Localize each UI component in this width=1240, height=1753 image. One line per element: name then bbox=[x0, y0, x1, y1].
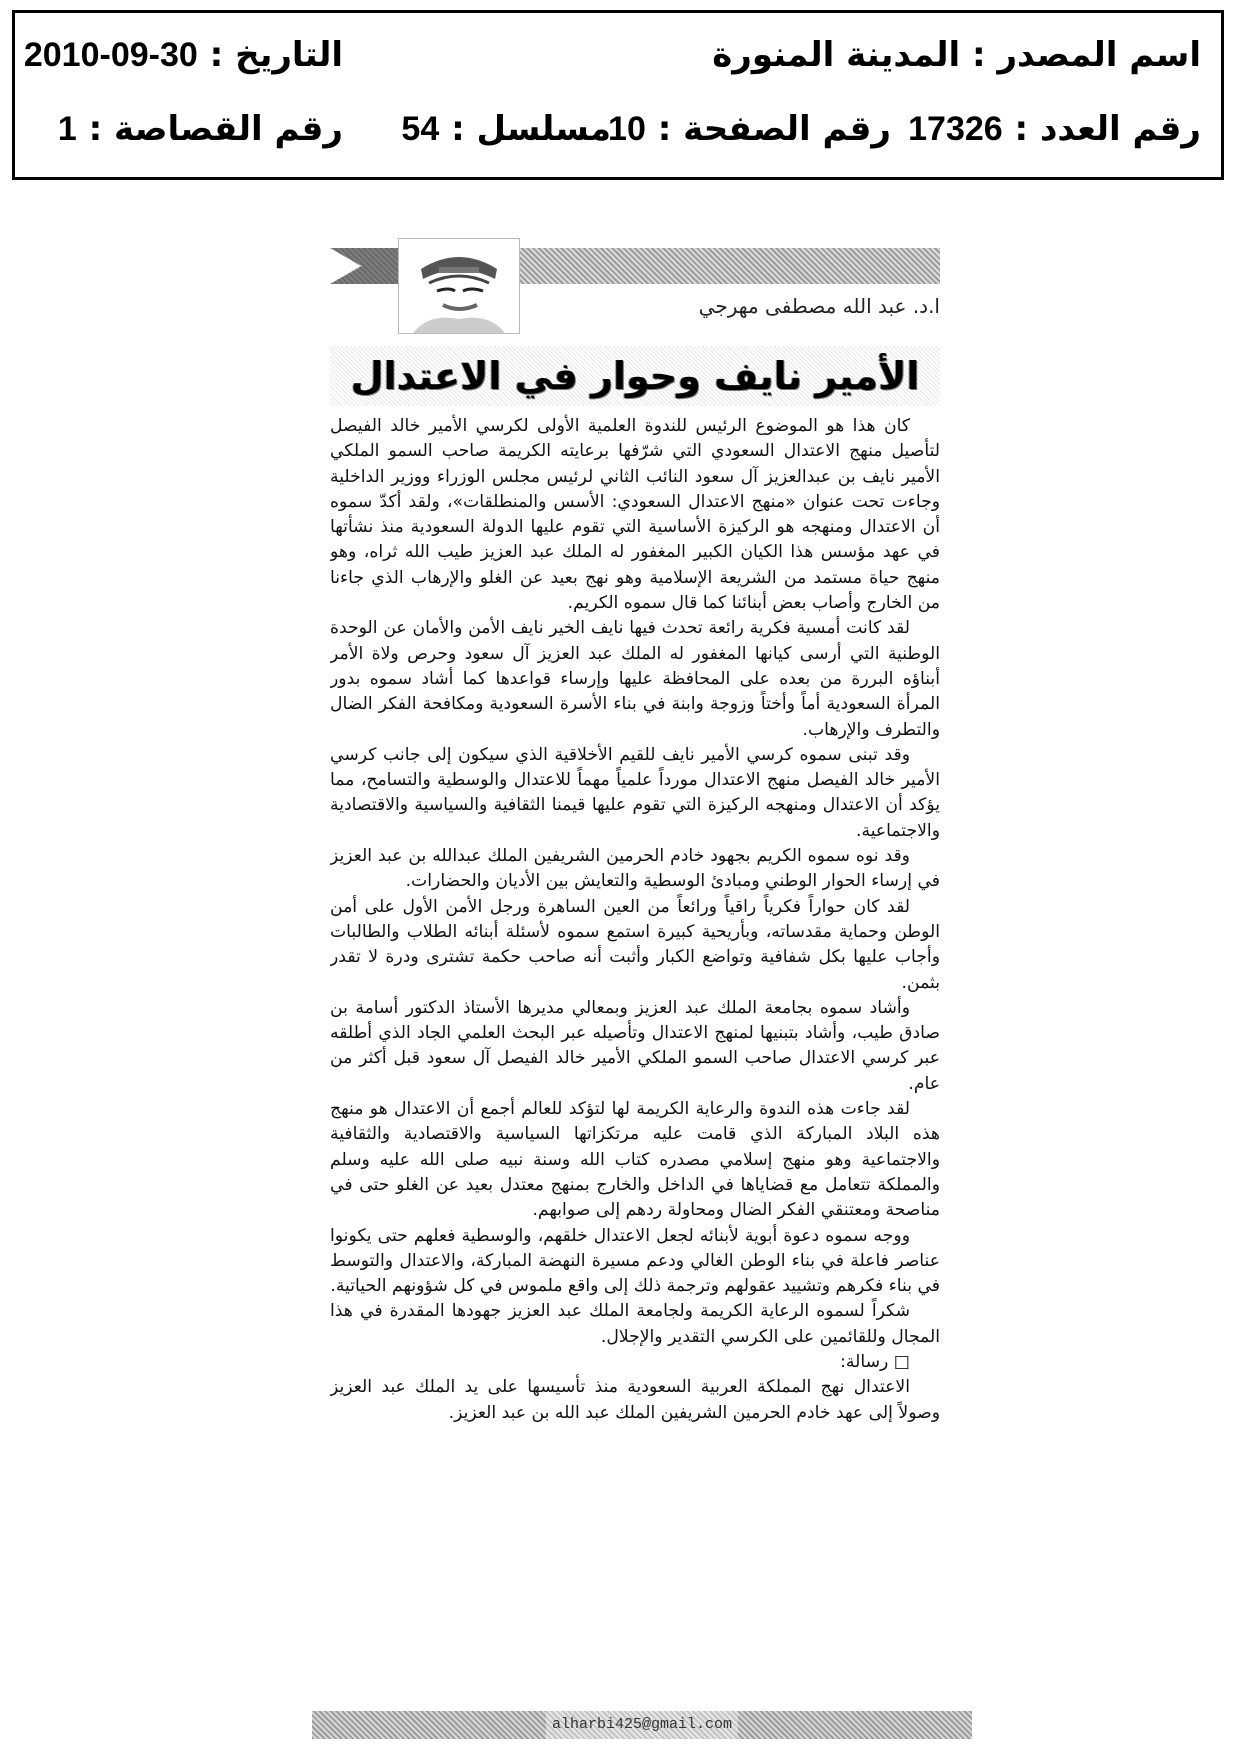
issue-value: 17326 bbox=[908, 110, 1003, 148]
newspaper-clipping bbox=[330, 238, 940, 1738]
page-value: 10 bbox=[608, 110, 646, 148]
issue-label: رقم العدد : bbox=[1014, 109, 1201, 149]
metadata-row-issue-page bbox=[15, 109, 1221, 165]
source-field bbox=[712, 35, 1201, 75]
author-byline: ا.د. عبد الله مصطفى مهرجي bbox=[698, 294, 940, 318]
date-label: التاريخ : bbox=[209, 35, 343, 75]
article-paragraph: لقد كانت أمسية فكرية رائعة تحدث فيها نايف الخير نايف الأمن والأمان عن الوحدة الوطنية التي أرسى كيانها المغفور له الملك عبد العزيز آل سعود وحرص ولاة الأمر أبناؤه البررة من بعده على المحافظة عليها وإرساء قواعدها كما أشاد سموه بدور المرأة السعودية أماً وأختاً وزوجة وابنة في بناء الأسرة السعودية ومكافحة الفكر الضال والتطرف والإرهاب. bbox=[330, 618, 940, 740]
serial-value: 54 bbox=[401, 110, 440, 148]
article-paragraph: □ رسالة: bbox=[840, 1351, 910, 1372]
article-paragraph: لقد كان حواراً فكرياً راقياً ورائعاً من العين الساهرة ورجل الأمن الأول على أمن الوطن وحماية مقدساته، وبأريحية كبيرة استمع سموه لأسئلة أبنائه الطلاب والطالبات وأجاب عليها بكل شفافية وتواضع الكبار وأثبت أنه صاحب حكمة تشترى ودرة لا تقدر بثمن. bbox=[330, 896, 940, 993]
page-field bbox=[608, 109, 891, 149]
page-label: رقم الصفحة : bbox=[657, 109, 891, 149]
clip-label: رقم القصاصة : bbox=[88, 109, 343, 149]
article-headline bbox=[330, 346, 940, 406]
source-value: المدينة المنورة bbox=[712, 35, 961, 75]
issue-field bbox=[908, 109, 1201, 149]
clip-number-field bbox=[58, 109, 343, 149]
author-photo bbox=[398, 238, 520, 334]
serial-label: مسلسل : bbox=[451, 109, 611, 149]
article-paragraph: وأشاد سموه بجامعة الملك عبد العزيز وبمعالي مديرها الأستاذ الدكتور أسامة بن صادق طيب، وأشاد بتبنيها لمنهج الاعتدال وتأصيله عبر البحث العلمي الجاد الذي أطلقه عبر كرسي الاعتدال صاحب السمو الملكي الأمير خالد الفيصل آل سعود قبل أكثر من عام. bbox=[330, 997, 940, 1094]
article-paragraph: ووجه سموه دعوة أبوية لأبنائه لجعل الاعتدال خلقهم، والوسطية فعلهم حتى يكونوا عناصر فاعلة في بناء الوطن الغالي ودعم مسيرة النهضة المباركة، والاعتدال والتوسط في بناء فكرهم وتشييد عقولهم وترجمة ذلك إلى واقع ملموس في كل شؤونهم الحياتية. bbox=[330, 1225, 940, 1297]
article-paragraph: لقد جاءت هذه الندوة والرعاية الكريمة لها لتؤكد للعالم أجمع أن الاعتدال هو منهج هذه البلاد المباركة الذي قامت عليه مرتكزاتها السياسية والاقتصادية والثقافية والاجتماعية وهو منهج إسلامي مصدره كتاب الله وسنة نبيه صلى الله عليه وسلم والمملكة تتعامل مع قضاياها في الداخل والخارج بمنهج معتدل بعيد عن الغلو حتى في مناصحة ومعتنقي الفكر الضال ومحاولة ردهم إلى صوابهم. bbox=[330, 1099, 940, 1221]
article-paragraph: كان هذا هو الموضوع الرئيس للندوة العلمية الأولى لكرسي الأمير خالد الفيصل لتأصيل منهج الاعتدال السعودي التي شرّفها برعايته الكريمة صاحب السمو الملكي الأمير نايف بن عبدالعزيز آل سعود النائب الثاني لرئيس مجلس الوزراء ووزير الداخلية وجاءت تحت عنوان «منهج الاعتدال السعودي: الأسس والمنطلقات»، ولقد أكدّ سموه أن الاعتدال ومنهجه هو الركيزة الأساسية التي تقوم عليها الدولة السعودية منذ نشأتها في عهد مؤسس هذا الكيان الكبير المغفور له الملك عبد العزيز طيب الله ثراه، وهو منهج حياة مستمد من الشريعة الإسلامية وهو نهج بعيد عن الغلو والإرهاب الذي جاءنا من الخارج وأصاب بعض أبنائنا كما قال سموه الكريم. bbox=[330, 416, 940, 614]
clip-value: 1 bbox=[57, 110, 77, 148]
date-value: 30-09-2010 bbox=[23, 36, 198, 74]
source-label: اسم المصدر : bbox=[972, 35, 1201, 75]
serial-field bbox=[401, 109, 611, 149]
article-paragraph: الاعتدال نهج المملكة العربية السعودية منذ تأسيسها على يد الملك عبد العزيز وصولاً إلى عهد خادم الحرمين الشريفين الملك عبد الله بن عبد العزيز. bbox=[330, 1377, 940, 1423]
headline-text: الأمير نايف وحوار في الاعتدال bbox=[350, 354, 920, 398]
article-body bbox=[330, 414, 940, 1704]
article-paragraph: وقد نوه سموه الكريم بجهود خادم الحرمين الشريفين الملك عبدالله بن عبد العزيز في إرساء الحوار الوطني ومبادئ الوسطية والتعايش بين الأديان والحضارات. bbox=[330, 846, 940, 892]
article-paragraph: وقد تبنى سموه كرسي الأمير نايف للقيم الأخلاقية الذي سيكون إلى جانب كرسي الأمير خالد الفيصل منهج الاعتدال مورداً علمياً مهماً للاعتدال والوسطية والتسامح، مما يؤكد أن الاعتدال ومنهجه الركيزة التي تقوم عليها قيمنا الثقافية والسياسية والاقتصادية والاجتماعية. bbox=[330, 744, 940, 841]
article-paragraph: شكراً لسموه الرعاية الكريمة ولجامعة الملك عبد العزيز جهودها المقدرة في هذا المجال وللقائمين على الكرسي التقدير والإجلال. bbox=[330, 1301, 940, 1347]
clipping-metadata-box bbox=[12, 10, 1224, 180]
footer-email: alharbi425@gmail.com bbox=[546, 1711, 738, 1739]
metadata-row-source-date bbox=[15, 35, 1221, 91]
footer-bar bbox=[312, 1711, 972, 1739]
date-field bbox=[24, 35, 343, 75]
